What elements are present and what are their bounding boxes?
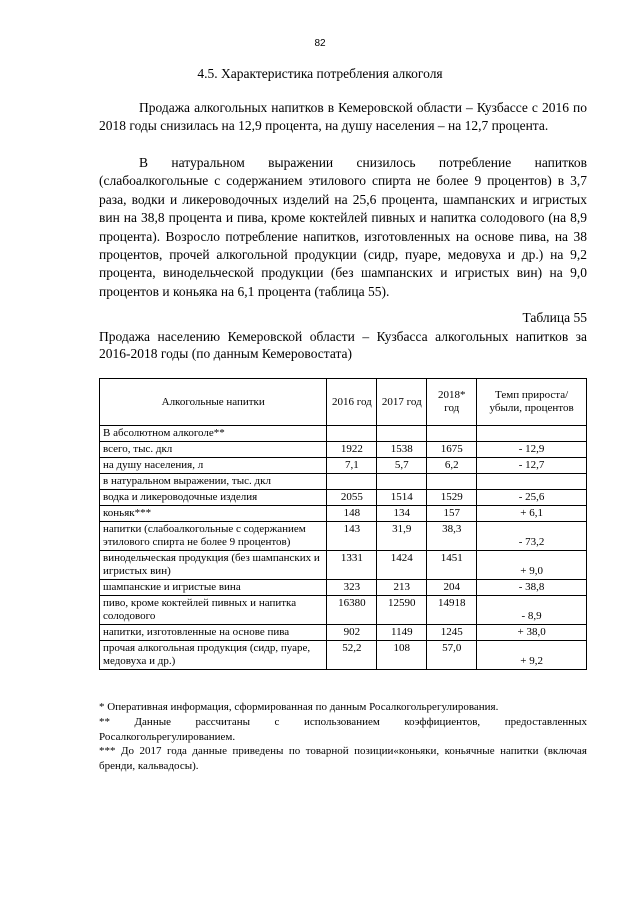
rate-cell [477, 426, 587, 442]
table-label: Таблица 55 [522, 310, 587, 325]
rate-cell: + 9,0 [477, 551, 587, 580]
page-number: 82 [314, 38, 326, 49]
column-header: Темп прироста/ убыли, процентов [477, 379, 587, 426]
table-row [100, 522, 587, 551]
value-2016-cell: 2055 [327, 490, 377, 506]
value-2016-cell: 52,2 [327, 641, 377, 670]
column-header: 2018* год [427, 379, 477, 426]
value-2017-cell: 108 [377, 641, 427, 670]
table-row [100, 506, 587, 522]
value-2018-cell [427, 474, 477, 490]
value-2018-cell: 6,2 [427, 458, 477, 474]
row-label-cell: пиво, кроме коктейлей пивных и напитка солодового [100, 596, 327, 625]
value-2017-cell: 1514 [377, 490, 427, 506]
table-row [100, 474, 587, 490]
value-2018-cell: 38,3 [427, 522, 477, 551]
rate-cell [477, 474, 587, 490]
table-row [100, 442, 587, 458]
value-2016-cell [327, 426, 377, 442]
footnote: ** Данные рассчитаны с использованием коэффициентов, предоставленных Росалкогольрегулированием. [99, 715, 587, 743]
row-label-cell: коньяк*** [100, 506, 327, 522]
row-label-cell: всего, тыс. дкл [100, 442, 327, 458]
paragraph-2: В натуральном выражении снизилось потребление напитков (слабоалкогольные с содержанием этилового спирта не более 9 процентов) в 3,7 раза, водки и ликероводочных изделий на 25,6 процента, шампанских и игристых вин на 38,8 процента и пива, кроме коктейлей пивных и напитка солодового (на 8,9 процента). Возросло потребление напитков, изготовленных на основе пива, на 38 процентов, прочей алкогольной продукции (сидр, пуаре, медовуха и др.) на 9,2 процента, винодельческой продукции (без шампанских и игристых вин) на 9,0 процентов и коньяка на 6,1 процента (таблица 55). [99, 155, 587, 299]
value-2018-cell: 1529 [427, 490, 477, 506]
table-caption: Продажа населению Кемеровской области – Кузбасса алкогольных напитков за 2016-2018 годы (по данным Кемеровостата) [99, 329, 587, 361]
value-2018-cell: 1675 [427, 442, 477, 458]
value-2016-cell: 143 [327, 522, 377, 551]
value-2017-cell: 1149 [377, 625, 427, 641]
value-2018-cell: 1245 [427, 625, 477, 641]
value-2016-cell: 1331 [327, 551, 377, 580]
row-label-cell: на душу населения, л [100, 458, 327, 474]
rate-cell: - 25,6 [477, 490, 587, 506]
value-2018-cell: 1451 [427, 551, 477, 580]
value-2016-cell: 323 [327, 580, 377, 596]
column-header: Алкогольные напитки [100, 379, 327, 426]
value-2017-cell: 134 [377, 506, 427, 522]
table-row [100, 641, 587, 670]
table-row [100, 490, 587, 506]
rate-cell: - 12,9 [477, 442, 587, 458]
value-2016-cell [327, 474, 377, 490]
table-row [100, 625, 587, 641]
value-2017-cell: 213 [377, 580, 427, 596]
value-2017-cell: 31,9 [377, 522, 427, 551]
value-2017-cell: 1538 [377, 442, 427, 458]
value-2017-cell [377, 474, 427, 490]
rate-cell: - 12,7 [477, 458, 587, 474]
row-label-cell: в натуральном выражении, тыс. дкл [100, 474, 327, 490]
rate-cell: + 38,0 [477, 625, 587, 641]
table-row [100, 458, 587, 474]
value-2018-cell: 14918 [427, 596, 477, 625]
section-title: 4.5. Характеристика потребления алкоголя [197, 66, 443, 81]
value-2017-cell [377, 426, 427, 442]
value-2018-cell [427, 426, 477, 442]
table-row [100, 580, 587, 596]
row-label-cell: водка и ликероводочные изделия [100, 490, 327, 506]
rate-cell: - 38,8 [477, 580, 587, 596]
row-label-cell: напитки, изготовленные на основе пива [100, 625, 327, 641]
value-2018-cell: 204 [427, 580, 477, 596]
row-label-cell: В абсолютном алкоголе** [100, 426, 327, 442]
rate-cell: - 73,2 [477, 522, 587, 551]
data-table [99, 378, 587, 670]
value-2018-cell: 157 [427, 506, 477, 522]
table-body [100, 426, 587, 670]
value-2017-cell: 12590 [377, 596, 427, 625]
row-label-cell: напитки (слабоалкогольные с содержанием этилового спирта не более 9 процентов) [100, 522, 327, 551]
rate-cell: + 6,1 [477, 506, 587, 522]
table-row [100, 551, 587, 580]
footnote: *** До 2017 года данные приведены по товарной позиции«коньяки, коньячные напитки (включая бренди, кальвадосы). [99, 745, 587, 773]
footnote: * Оперативная информация, сформированная по данным Росалкогольрегулирования. [99, 701, 499, 713]
table-header-row [100, 379, 587, 426]
value-2018-cell: 57,0 [427, 641, 477, 670]
footnotes [99, 700, 587, 774]
table-row [100, 426, 587, 442]
value-2017-cell: 1424 [377, 551, 427, 580]
rate-cell: + 9,2 [477, 641, 587, 670]
row-label-cell: прочая алкогольная продукция (сидр, пуаре, медовуха и др.) [100, 641, 327, 670]
value-2016-cell: 1922 [327, 442, 377, 458]
paragraph-1: Продажа алкогольных напитков в Кемеровской области – Кузбассе с 2016 по 2018 годы снизилась на 12,9 процента, на душу населения – на 12,7 процента. [99, 100, 587, 134]
value-2016-cell: 902 [327, 625, 377, 641]
row-label-cell: шампанские и игристые вина [100, 580, 327, 596]
rate-cell: - 8,9 [477, 596, 587, 625]
value-2017-cell: 5,7 [377, 458, 427, 474]
value-2016-cell: 148 [327, 506, 377, 522]
table-row [100, 596, 587, 625]
column-header: 2017 год [377, 379, 427, 426]
value-2016-cell: 7,1 [327, 458, 377, 474]
row-label-cell: винодельческая продукция (без шампанских и игристых вин) [100, 551, 327, 580]
value-2016-cell: 16380 [327, 596, 377, 625]
column-header: 2016 год [327, 379, 377, 426]
